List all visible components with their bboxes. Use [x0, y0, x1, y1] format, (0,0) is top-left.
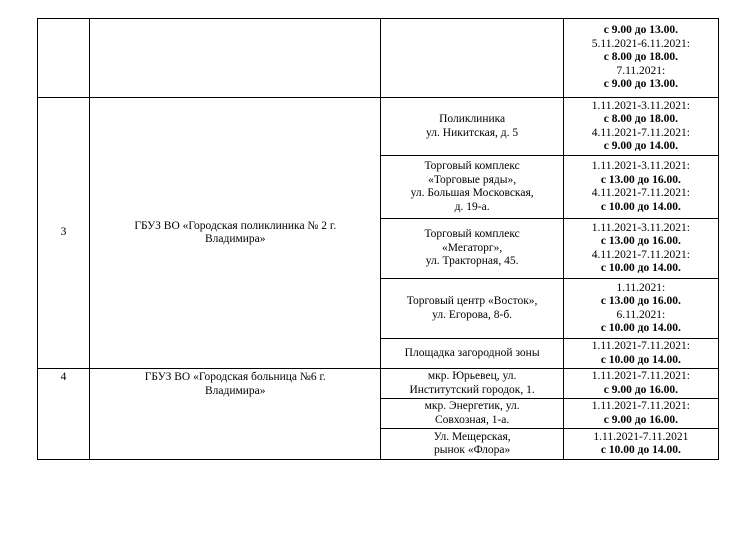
- schedule-line: с 9.00 до 13.00.: [603, 24, 678, 37]
- schedule-line: с 13.00 до 16.00.: [600, 235, 681, 247]
- schedule-line: с 8.00 до 18.00.: [603, 113, 678, 125]
- place-line: «Мегаторг»,: [442, 241, 503, 254]
- schedule-line: 4.11.2021-7.11.2021:: [591, 126, 690, 139]
- place-cell: [381, 399, 563, 429]
- place-cell: [381, 429, 563, 460]
- place-cell: [381, 219, 563, 279]
- place-line: мкр. Энергетик, ул.: [424, 400, 520, 412]
- table-row: [38, 369, 719, 399]
- organization-line: ГБУЗ ВО «Городская больница №6 г.: [144, 371, 326, 383]
- table-row: [38, 19, 719, 98]
- organization-line: ГБУЗ ВО «Городская поликлиника № 2 г.: [134, 219, 337, 232]
- schedule-line: 1.11.2021-7.11.2021:: [591, 340, 690, 352]
- place-line: Торговый комплекс: [424, 160, 520, 172]
- organization-line: Владимира»: [204, 233, 266, 245]
- schedule-cell: [563, 98, 718, 156]
- place-line: ул. Никитская, д. 5: [426, 126, 519, 139]
- row-number: 3: [60, 226, 67, 239]
- schedule-line: с 10.00 до 14.00.: [600, 322, 681, 334]
- schedule-line: 1.11.2021-3.11.2021:: [591, 99, 690, 112]
- schedule-line: с 10.00 до 14.00.: [600, 353, 681, 366]
- number-cell: [38, 19, 90, 98]
- schedule-line: с 13.00 до 16.00.: [600, 173, 681, 186]
- schedule-line: 1.11.2021-7.11.2021:: [591, 400, 690, 412]
- place-line: мкр. Юрьевец, ул.: [427, 370, 517, 382]
- schedule-line: 1.11.2021-7.11.2021: [593, 430, 689, 443]
- place-cell: [381, 156, 563, 219]
- schedule-table: [37, 18, 719, 460]
- schedule-line: 4.11.2021-7.11.2021:: [591, 248, 690, 261]
- place-line: Ул. Мещерская,: [433, 430, 511, 443]
- schedule-cell: [563, 429, 718, 460]
- place-line: ул. Тракторная, 45.: [425, 255, 519, 268]
- place-line: Совхозная, 1-а.: [434, 413, 510, 426]
- place-line: Торговый комплекс: [424, 228, 520, 241]
- place-line: Площадка загородной зоны: [404, 346, 540, 359]
- row-number: 4: [60, 371, 67, 383]
- number-cell: [38, 98, 90, 369]
- place-cell: [381, 98, 563, 156]
- schedule-line: с 10.00 до 14.00.: [600, 262, 681, 274]
- schedule-line: с 8.00 до 18.00.: [603, 51, 678, 64]
- schedule-cell: [563, 19, 718, 98]
- place-cell: [381, 339, 563, 369]
- schedule-line: с 13.00 до 16.00.: [600, 295, 681, 307]
- schedule-line: 1.11.2021:: [616, 281, 666, 294]
- schedule-cell: [563, 219, 718, 279]
- schedule-cell: [563, 399, 718, 429]
- organization-line: Владимира»: [204, 384, 266, 397]
- place-line: рынок «Флора»: [434, 444, 511, 456]
- place-line: «Торговые ряды»,: [428, 173, 517, 186]
- schedule-line: с 10.00 до 14.00.: [600, 444, 681, 456]
- place-line: Поликлиника: [439, 113, 506, 125]
- schedule-line: 4.11.2021-7.11.2021:: [591, 187, 690, 199]
- place-cell: [381, 279, 563, 339]
- schedule-line: 1.11.2021-7.11.2021:: [591, 370, 690, 382]
- place-line: д. 19-а.: [454, 200, 490, 213]
- number-cell: [38, 369, 90, 460]
- place-cell: [381, 19, 563, 98]
- schedule-line: 7.11.2021:: [616, 64, 666, 77]
- place-line: ул. Егорова, 8-б.: [432, 308, 513, 321]
- schedule-line: с 9.00 до 16.00.: [603, 413, 678, 426]
- schedule-line: 1.11.2021-3.11.2021:: [591, 221, 690, 234]
- schedule-cell: [563, 156, 718, 219]
- place-line: Торговый центр «Восток»,: [406, 295, 538, 307]
- schedule-cell: [563, 279, 718, 339]
- place-line: ул. Большая Московская,: [410, 187, 534, 199]
- table-row: [38, 98, 719, 156]
- schedule-line: 1.11.2021-3.11.2021:: [591, 160, 690, 172]
- schedule-line: с 10.00 до 14.00.: [600, 200, 681, 213]
- schedule-line: с 9.00 до 14.00.: [603, 140, 678, 152]
- schedule-line: с 9.00 до 13.00.: [603, 78, 678, 91]
- schedule-line: 5.11.2021-6.11.2021:: [591, 37, 690, 50]
- organization-cell: [90, 98, 381, 369]
- place-line: Институтский городок, 1.: [409, 383, 535, 396]
- schedule-cell: [563, 339, 718, 369]
- schedule-line: с 9.00 до 16.00.: [603, 383, 678, 396]
- organization-cell: [90, 369, 381, 460]
- schedule-cell: [563, 369, 718, 399]
- organization-cell: [90, 19, 381, 98]
- schedule-line: 6.11.2021:: [616, 308, 666, 321]
- place-cell: [381, 369, 563, 399]
